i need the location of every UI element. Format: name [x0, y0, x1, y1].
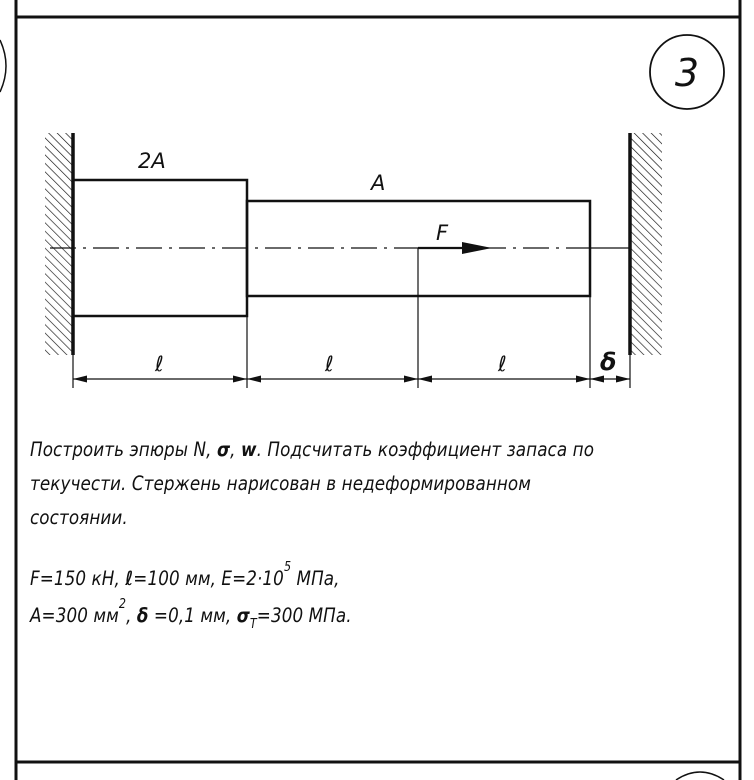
length-label-3: ℓ [498, 352, 507, 376]
neighbor-circle-bottom [676, 772, 724, 780]
length-symbol: ℓ [125, 567, 134, 590]
length-label-1: ℓ [155, 352, 164, 376]
given-line-2: A=300 $мм^2$, δ =0,1 мм, $\sigma_T=300$ МПа. [30, 597, 352, 632]
statement-line-3: состоянии. [30, 506, 128, 529]
dimension-lines [73, 376, 630, 383]
problem-statement [30, 433, 632, 535]
sigma-symbol: σ [216, 438, 231, 461]
delta-symbol: δ [136, 604, 149, 627]
problem-number: 3 [674, 51, 700, 95]
force-label: F [436, 221, 449, 245]
sheet-frame [16, 0, 740, 780]
area-label-2A: 2A [138, 149, 166, 173]
force-arrow [418, 242, 492, 254]
statement-line-1: Построить эпюры N, σ, w. Подсчитать коэффициент запаса по [30, 438, 595, 461]
left-wall-support [45, 133, 73, 355]
sigma-yield-symbol: σ [236, 604, 250, 627]
gap-label: δ [600, 348, 617, 376]
exponent-5: 5 [283, 560, 292, 575]
length-label-2: ℓ [325, 352, 334, 376]
neighbor-circle-left [0, 40, 6, 92]
exponent-2: 2 [118, 597, 127, 612]
given-data [30, 562, 632, 636]
area-label-A: A [371, 171, 386, 195]
given-line-1: F=150 кН, ℓ=100 мм, $E=2\cdot 10^5$ МПа, [30, 560, 340, 590]
w-symbol: w [240, 438, 257, 461]
right-wall-support [630, 133, 662, 355]
statement-line-2: текучести. Стержень нарисован в недеформированном [30, 472, 532, 495]
sigma-yield-subscript: T [249, 617, 257, 632]
